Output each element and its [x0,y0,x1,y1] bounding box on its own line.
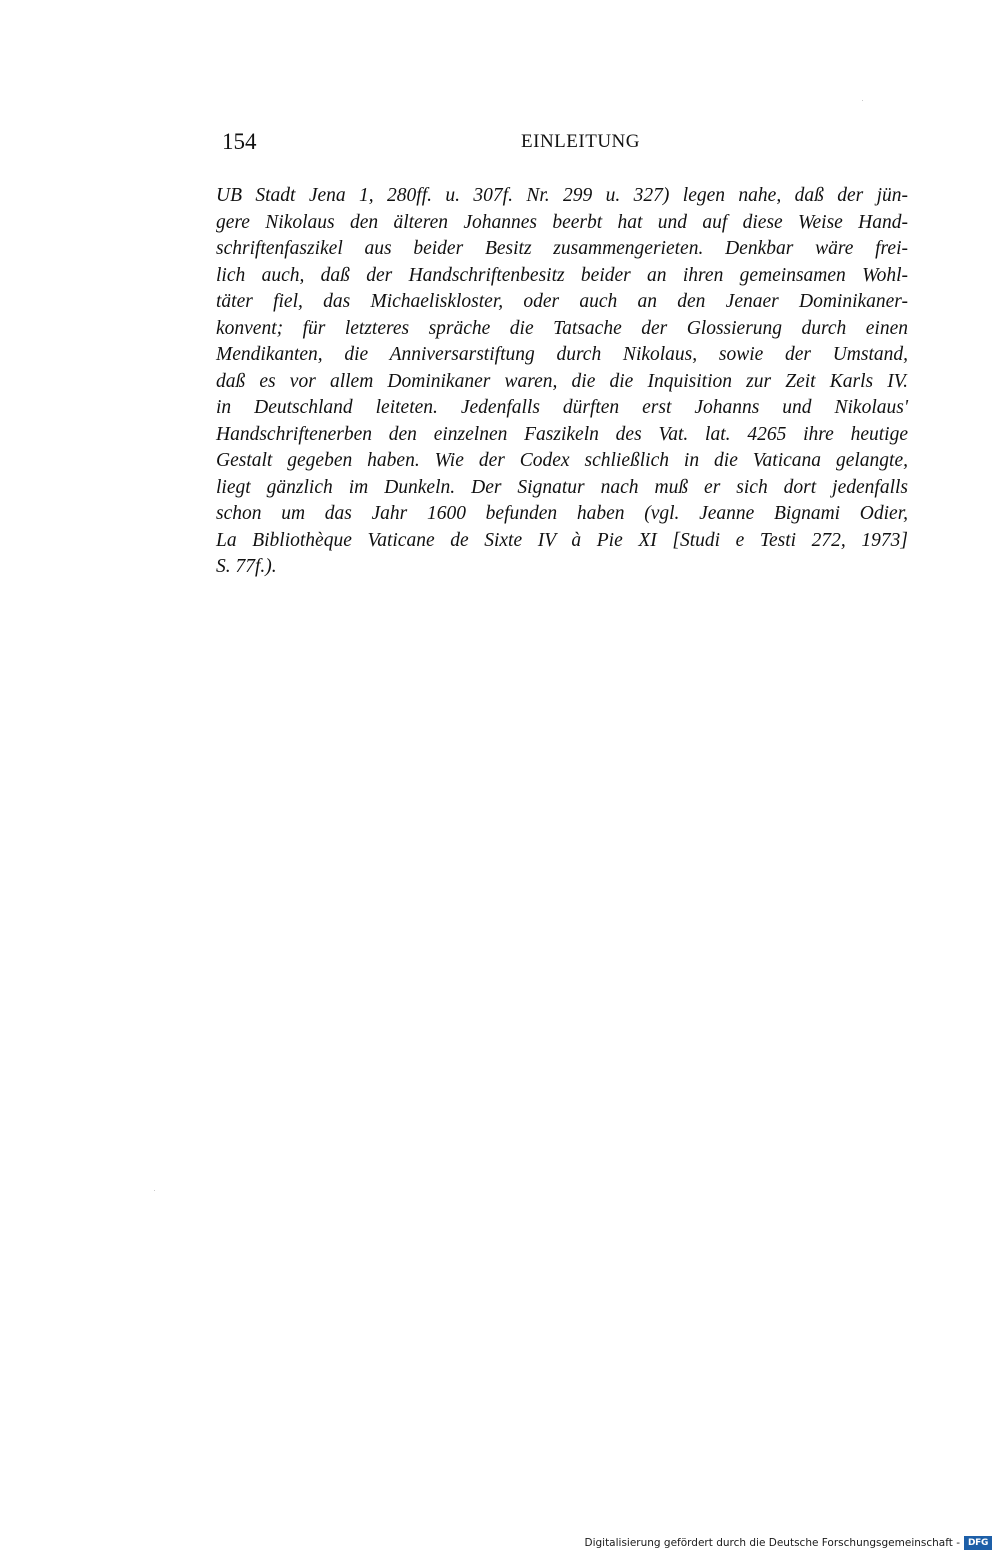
text-line: gere Nikolaus den älteren Johannes beerbt hat und auf diese Weise Hand- [216,211,908,233]
footer-text: Digitalisierung gefördert durch die Deutsche Forschungsgemeinschaft - [584,1537,960,1549]
text-line-last: S. 77f.). [216,556,277,577]
dfg-logo-icon: DFG [964,1536,992,1550]
footer-credit [584,1532,992,1554]
text-line: in Deutschland leiteten. Jedenfalls dürften erst Johanns und Nikolaus' [216,397,908,418]
page-number: 154 [222,129,257,154]
text-line: lich auch, daß der Handschriftenbesitz beider an ihren gemeinsamen Wohl- [216,264,908,286]
text-line: Handschriftenerben den einzelnen Faszikeln des Vat. lat. 4265 ihre heutige [216,423,908,445]
scan-speck [862,100,863,101]
text-line: konvent; für letzteres spräche die Tatsache der Glossierung durch einen [216,317,908,339]
text-line: UB Stadt Jena 1, 280ff. u. 307f. Nr. 299 u. 327) legen nahe, daß der jün- [216,185,908,206]
text-line: täter fiel, das Michaeliskloster, oder auch an den Jenaer Dominikaner- [216,291,908,312]
page-header [222,124,640,160]
body-text [216,183,908,581]
scan-speck [154,1190,155,1191]
running-head: EINLEITUNG [521,131,640,152]
text-line: La Bibliothèque Vaticane de Sixte IV à Pie XI [Studi e Testi 272, 1973] [216,529,908,551]
text-line: Mendikanten, die Anniversarstiftung durch Nikolaus, sowie der Umstand, [216,344,908,365]
text-line: schon um das Jahr 1600 befunden haben (vgl. Jeanne Bignami Odier, [216,503,908,524]
text-line: Gestalt gegeben haben. Wie der Codex schließlich in die Vaticana gelangte, [216,450,908,471]
text-line: daß es vor allem Dominikaner waren, die die Inquisition zur Zeit Karls IV. [216,370,908,392]
text-line: liegt gänzlich im Dunkeln. Der Signatur nach muß er sich dort jedenfalls [216,476,908,498]
text-line: schriftenfaszikel aus beider Besitz zusammengerieten. Denkbar wäre frei- [216,238,908,259]
